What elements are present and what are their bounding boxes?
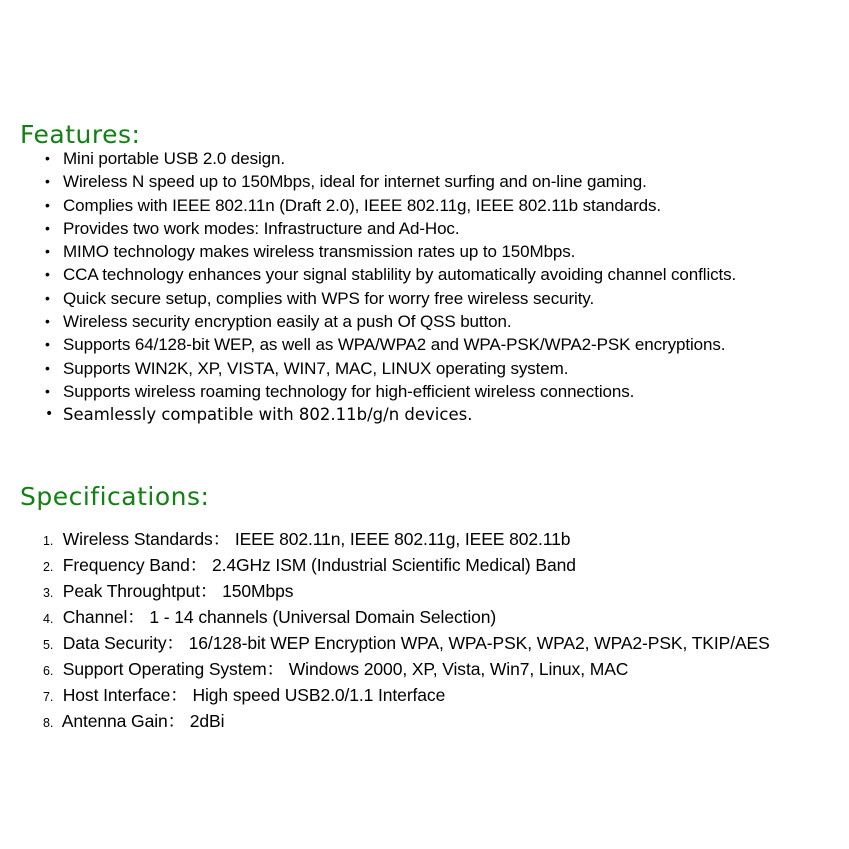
bullet-icon: • [45, 243, 50, 260]
bullet-icon: • [45, 406, 54, 423]
feature-item-text: Complies with IEEE 802.11n (Draft 2.0), IEEE 802.11g, IEEE 802.11b standards. [63, 195, 662, 215]
specifications-heading: Specifications: [20, 481, 210, 511]
feature-item [44, 170, 736, 193]
bullet-icon: • [45, 313, 50, 330]
feature-item [44, 240, 736, 263]
spec-item [43, 579, 770, 605]
feature-item-text: Supports wireless roaming technology for high-efficient wireless connections. [63, 381, 635, 401]
spec-item [43, 527, 770, 553]
feature-item [44, 147, 736, 170]
spec-item [43, 631, 770, 657]
feature-item-text: Provides two work modes: Infrastructure and Ad-Hoc. [63, 218, 460, 238]
feature-item-text: Quick secure setup, complies with WPS for worry free wireless security. [63, 288, 595, 308]
spec-item-number: 5. [43, 638, 54, 652]
spec-item [43, 709, 770, 735]
spec-item [43, 683, 770, 709]
feature-item [44, 310, 736, 333]
feature-item [44, 333, 736, 356]
spec-item-text: Antenna Gain： 2dBi [61, 711, 225, 731]
spec-item-number: 7. [43, 690, 54, 704]
feature-item-text: Seamlessly compatible with 802.11b/g/n devices. [63, 405, 473, 425]
bullet-icon: • [45, 266, 50, 283]
bullet-icon: • [45, 382, 50, 399]
feature-item-text: Supports WIN2K, XP, VISTA, WIN7, MAC, LINUX operating system. [63, 358, 569, 378]
spec-item-number: 2. [43, 560, 54, 574]
bullet-icon: • [45, 336, 50, 353]
bullet-icon: • [45, 219, 50, 236]
feature-item [44, 217, 736, 240]
feature-item [44, 263, 736, 286]
spec-item-text: Host Interface： High speed USB2.0/1.1 Interface [62, 685, 446, 705]
feature-item-text: MIMO technology makes wireless transmission rates up to 150Mbps. [63, 242, 576, 262]
spec-item-number: 6. [43, 664, 54, 678]
feature-item [44, 194, 736, 217]
bullet-icon: • [45, 173, 50, 190]
feature-item [44, 357, 736, 380]
feature-item-text: Wireless security encryption easily at a push Of QSS button. [63, 312, 512, 332]
spec-item-text: Data Security： 16/128-bit WEP Encryption WPA, WPA-PSK, WPA2, WPA2-PSK, TKIP/AES [62, 633, 770, 653]
feature-item-text: Wireless N speed up to 150Mbps, ideal for internet surfing and on-line gaming. [63, 172, 647, 192]
feature-item [44, 403, 736, 426]
feature-item-text: CCA technology enhances your signal stablility by automatically avoiding channel conflicts. [63, 265, 737, 285]
feature-item [44, 287, 736, 310]
specifications-list [43, 527, 770, 735]
features-heading: Features: [20, 119, 141, 149]
spec-item-text: Wireless Standards： IEEE 802.11n, IEEE 802.11g, IEEE 802.11b [62, 529, 571, 549]
bullet-icon: • [45, 196, 50, 213]
spec-item-number: 3. [43, 586, 54, 600]
features-list [44, 147, 736, 427]
bullet-icon: • [45, 359, 50, 376]
spec-item-number: 8. [43, 716, 54, 730]
feature-item-text: Mini portable USB 2.0 design. [63, 149, 286, 168]
bullet-icon: • [45, 150, 50, 166]
bullet-icon: • [45, 289, 50, 306]
spec-item-text: Frequency Band： 2.4GHz ISM (Industrial Scientific Medical) Band [62, 555, 576, 575]
spec-item-text: Channel： 1 - 14 channels (Universal Domain Selection) [62, 607, 497, 627]
spec-item [43, 605, 770, 631]
spec-item [43, 657, 770, 683]
spec-item-text: Support Operating System： Windows 2000, XP, Vista, Win7, Linux, MAC [62, 659, 629, 679]
spec-item-number: 4. [43, 612, 54, 626]
spec-item [43, 553, 770, 579]
feature-item [44, 380, 736, 403]
spec-item-text: Peak Throughtput： 150Mbps [62, 581, 294, 601]
spec-item-number: 1. [43, 534, 54, 548]
feature-item-text: Supports 64/128-bit WEP, as well as WPA/WPA2 and WPA-PSK/WPA2-PSK encryptions. [63, 335, 726, 355]
